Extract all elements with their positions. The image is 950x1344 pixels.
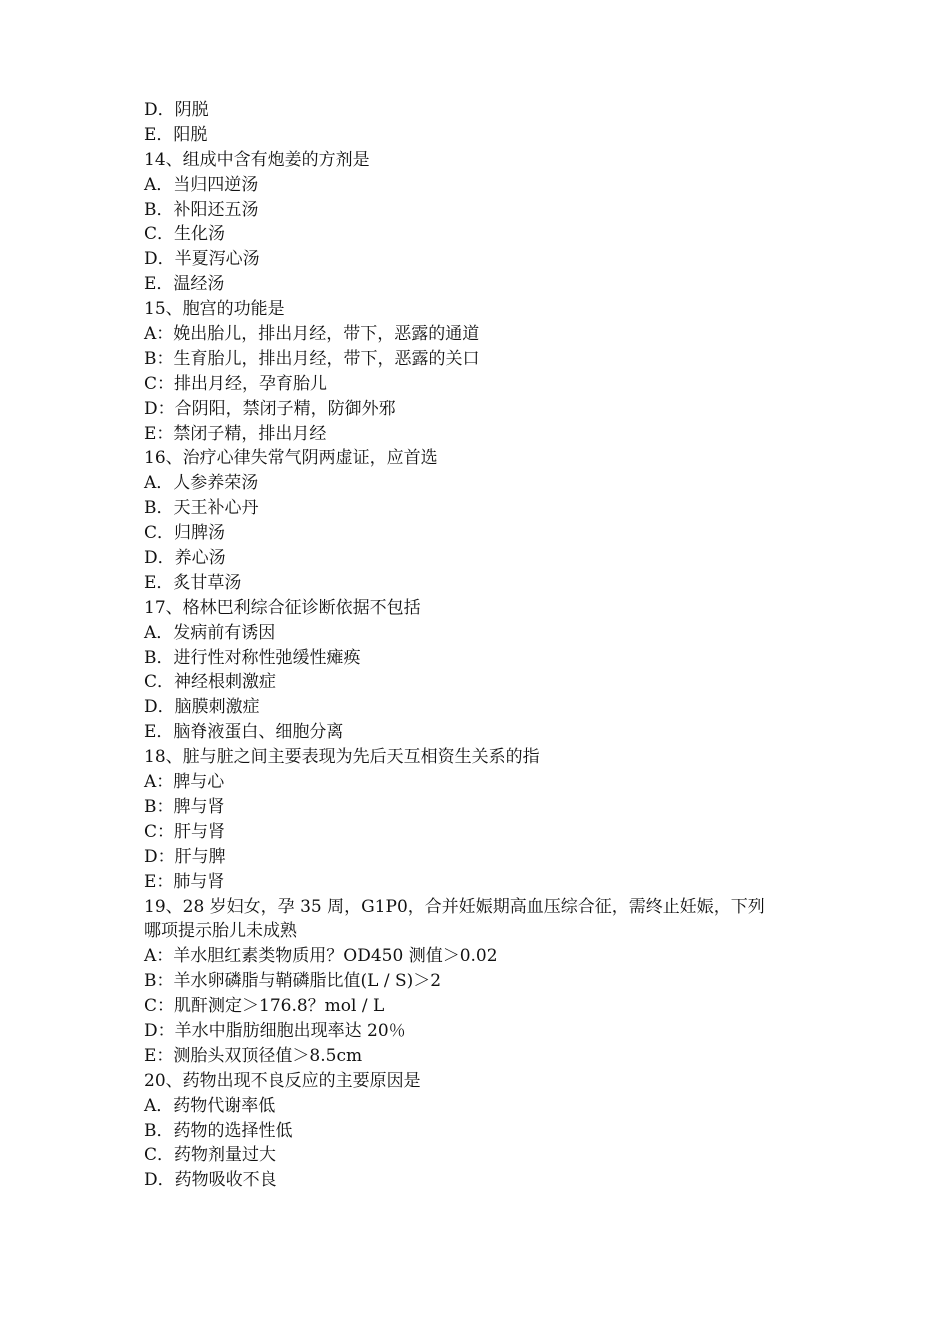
option-line: C：肌酐测定＞176.8？mol / L [144, 996, 385, 1017]
option-line: A：脾与心 [144, 772, 225, 793]
option-line: C：排出月经，孕育胎儿 [144, 373, 328, 394]
question-line: 15、胞宫的功能是 [144, 299, 285, 320]
option-line: C：肝与肾 [144, 821, 226, 842]
option-line: B．天王补心丹 [144, 498, 259, 519]
option-line: D．半夏泻心汤 [144, 249, 260, 270]
question-line: 17、格林巴利综合征诊断依据不包括 [144, 597, 421, 618]
option-line: D．养心汤 [144, 548, 226, 569]
option-line: E．阳脱 [144, 124, 208, 145]
option-line: A：羊水胆红素类物质用？OD450 测值＞0.02 [144, 946, 498, 967]
option-line: E．温经汤 [144, 274, 225, 295]
question-line: 14、组成中含有炮姜的方剂是 [144, 149, 370, 170]
option-line: B：羊水卵磷脂与鞘磷脂比值(L / S)＞2 [144, 971, 442, 992]
option-line: B．进行性对称性弛缓性瘫痪 [144, 647, 361, 668]
option-line: A．发病前有诱因 [144, 622, 276, 643]
option-line: E：禁闭子精，排出月经 [144, 423, 327, 444]
option-line: B．补阳还五汤 [144, 199, 259, 220]
option-line: C．归脾汤 [144, 523, 226, 544]
option-line: A．药物代谢率低 [144, 1095, 276, 1116]
option-line: D：合阴阳，禁闭子精，防御外邪 [144, 398, 396, 419]
option-line: B：生育胎儿，排出月经，带下，恶露的关口 [144, 348, 480, 369]
option-line: E：测胎头双顶径值＞8.5cm [144, 1045, 363, 1066]
option-line: B．药物的选择性低 [144, 1120, 293, 1141]
option-line: D：肝与脾 [144, 846, 226, 867]
option-line: D：羊水中脂肪细胞出现率达 20％ [144, 1020, 406, 1041]
option-line: A．人参养荣汤 [144, 473, 259, 494]
option-line: E．炙甘草汤 [144, 572, 242, 593]
option-line: C．药物剂量过大 [144, 1145, 277, 1166]
question-line: 19、28 岁妇女，孕 35 周，G1P0，合并妊娠期高血压综合征，需终止妊娠，下列 [144, 896, 765, 917]
option-line: D．药物吸收不良 [144, 1170, 277, 1191]
option-line: E．脑脊液蛋白、细胞分离 [144, 722, 344, 743]
question-line: 18、脏与脏之间主要表现为先后天互相资生关系的指 [144, 747, 540, 768]
option-line: C．生化汤 [144, 224, 226, 245]
option-line: C．神经根刺激症 [144, 672, 277, 693]
option-line: E：肺与肾 [144, 871, 225, 892]
option-line: B：脾与肾 [144, 796, 225, 817]
question-line-continuation: 哪项提示胎儿未成熟 [144, 921, 297, 942]
question-text-block [144, 98, 824, 1193]
option-line: D．脑膜刺激症 [144, 697, 260, 718]
option-line: A．当归四逆汤 [144, 174, 259, 195]
option-line: A：娩出胎儿，排出月经，带下，恶露的通道 [144, 324, 480, 345]
question-line: 16、治疗心律失常气阴两虚证，应首选 [144, 448, 438, 469]
option-line: D．阴脱 [144, 100, 209, 120]
question-line: 20、药物出现不良反应的主要原因是 [144, 1070, 421, 1091]
